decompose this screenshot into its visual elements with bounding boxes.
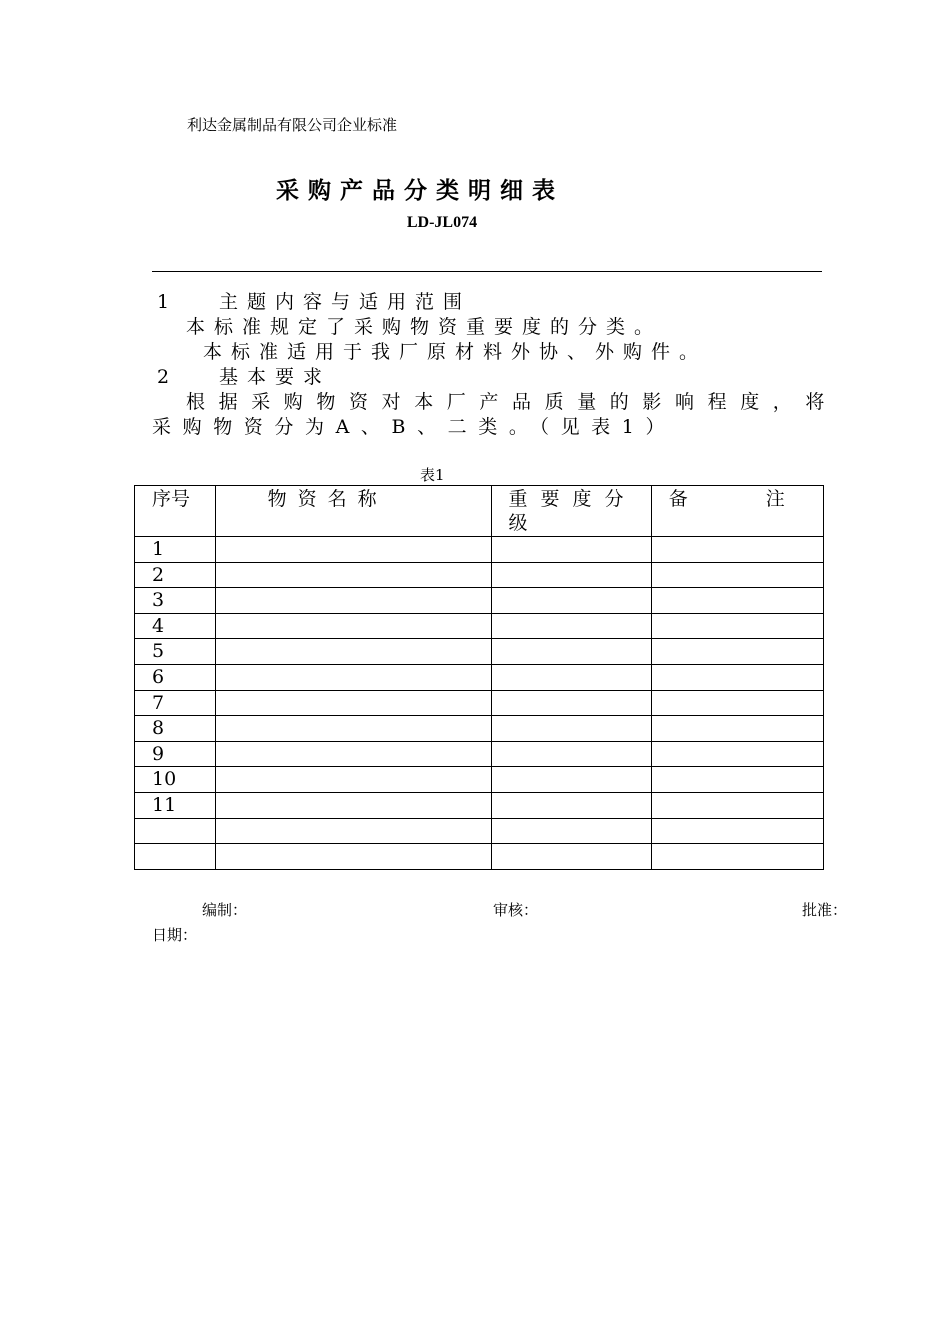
row-serial-cell: 10	[135, 767, 216, 793]
row-serial-cell: 5	[135, 639, 216, 665]
table-row	[135, 844, 824, 870]
row-material-name-cell[interactable]	[215, 716, 491, 742]
row-material-name-cell[interactable]	[215, 562, 491, 588]
row-material-name-cell[interactable]	[215, 613, 491, 639]
row-importance-grade-cell[interactable]	[491, 537, 651, 563]
row-material-name-cell[interactable]	[215, 639, 491, 665]
header-material-name: 物资名称	[215, 486, 491, 537]
row-remarks-cell[interactable]	[651, 844, 823, 870]
row-serial-cell: 6	[135, 664, 216, 690]
row-remarks-cell[interactable]	[651, 818, 823, 844]
row-importance-grade-cell[interactable]	[491, 844, 651, 870]
header-divider	[152, 271, 822, 272]
header-remarks	[651, 486, 823, 537]
section-1-heading	[157, 287, 471, 314]
row-remarks-cell[interactable]	[651, 588, 823, 614]
table-row	[135, 767, 824, 793]
row-remarks-cell[interactable]	[651, 537, 823, 563]
row-remarks-cell[interactable]	[651, 767, 823, 793]
table-row	[135, 613, 824, 639]
row-material-name-cell[interactable]	[215, 767, 491, 793]
row-material-name-cell[interactable]	[215, 537, 491, 563]
row-remarks-cell[interactable]	[651, 690, 823, 716]
table-row	[135, 690, 824, 716]
table-row	[135, 562, 824, 588]
document-code: LD-JL074	[406, 214, 478, 231]
row-serial-cell: 9	[135, 741, 216, 767]
table-row	[135, 741, 824, 767]
table-header-row	[135, 486, 824, 537]
row-material-name-cell[interactable]	[215, 792, 491, 818]
row-material-name-cell[interactable]	[215, 690, 491, 716]
section-1-paragraph-2: 本标准适用于我厂原材料外协、外购件。	[203, 341, 708, 363]
company-name: 利达金属制品有限公司企业标准	[187, 116, 398, 134]
row-serial-cell	[135, 818, 216, 844]
header-serial-no: 序号	[135, 486, 216, 537]
row-importance-grade-cell[interactable]	[491, 588, 651, 614]
row-importance-grade-cell[interactable]	[491, 690, 651, 716]
section-1-title: 主题内容与适用范围	[219, 291, 472, 313]
row-importance-grade-cell[interactable]	[491, 639, 651, 665]
date-label: 日期：	[152, 926, 198, 944]
row-remarks-cell[interactable]	[651, 741, 823, 767]
row-importance-grade-cell[interactable]	[491, 818, 651, 844]
table-row	[135, 818, 824, 844]
row-material-name-cell[interactable]	[215, 741, 491, 767]
row-importance-grade-cell[interactable]	[491, 562, 651, 588]
section-2-paragraph-line-1: 根据采购物资对本厂产品质量的影响程度，将	[186, 391, 839, 413]
row-serial-cell: 3	[135, 588, 216, 614]
section-1-number: 1	[157, 291, 179, 313]
section-2-title: 基本要求	[219, 366, 332, 388]
section-2-number: 2	[157, 366, 179, 388]
row-remarks-cell[interactable]	[651, 613, 823, 639]
header-importance-grade: 重要度分级	[491, 486, 651, 537]
approved-by-label: 批准：	[802, 901, 848, 919]
classification-table	[134, 485, 824, 870]
header-remarks-right: 注	[765, 488, 785, 510]
row-remarks-cell[interactable]	[651, 664, 823, 690]
document-title: 采购产品分类明细表	[276, 178, 564, 204]
row-material-name-cell[interactable]	[215, 588, 491, 614]
row-serial-cell: 4	[135, 613, 216, 639]
section-2-heading	[157, 362, 331, 389]
row-importance-grade-cell[interactable]	[491, 613, 651, 639]
compiled-by-label: 编制：	[202, 901, 248, 919]
header-remarks-left: 备	[668, 488, 688, 510]
row-remarks-cell[interactable]	[651, 639, 823, 665]
table-row	[135, 716, 824, 742]
table-row	[135, 537, 824, 563]
row-remarks-cell[interactable]	[651, 562, 823, 588]
row-serial-cell: 8	[135, 716, 216, 742]
row-importance-grade-cell[interactable]	[491, 767, 651, 793]
row-importance-grade-cell[interactable]	[491, 792, 651, 818]
table-row	[135, 792, 824, 818]
row-remarks-cell[interactable]	[651, 716, 823, 742]
row-importance-grade-cell[interactable]	[491, 664, 651, 690]
row-serial-cell: 2	[135, 562, 216, 588]
row-importance-grade-cell[interactable]	[491, 741, 651, 767]
row-material-name-cell[interactable]	[215, 664, 491, 690]
reviewed-by-label: 审核：	[493, 901, 539, 919]
section-2-paragraph-line-2: 采购物资分为A、B、二类。（见表1）	[152, 416, 677, 438]
table-row	[135, 639, 824, 665]
row-material-name-cell[interactable]	[215, 818, 491, 844]
table-row	[135, 664, 824, 690]
section-1-paragraph-1: 本标准规定了采购物资重要度的分类。	[186, 316, 663, 338]
row-serial-cell: 7	[135, 690, 216, 716]
row-material-name-cell[interactable]	[215, 844, 491, 870]
table-caption: 表1	[420, 466, 445, 484]
row-serial-cell: 11	[135, 792, 216, 818]
row-remarks-cell[interactable]	[651, 792, 823, 818]
row-serial-cell	[135, 844, 216, 870]
row-importance-grade-cell[interactable]	[491, 716, 651, 742]
row-serial-cell: 1	[135, 537, 216, 563]
table-row	[135, 588, 824, 614]
